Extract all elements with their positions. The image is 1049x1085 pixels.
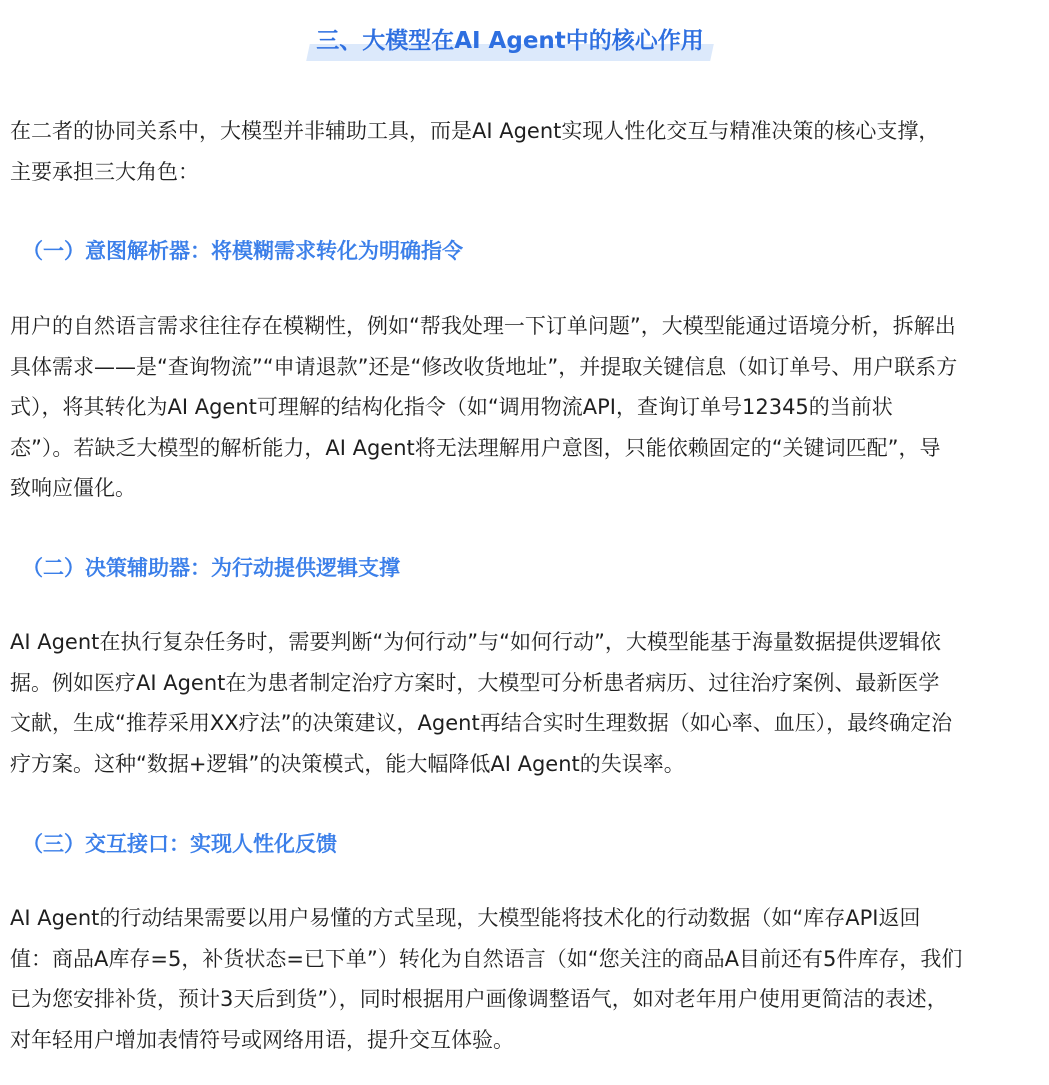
paragraph-intent-parser — [10, 306, 957, 509]
intro-paragraph — [10, 111, 939, 192]
text-line: 疗方案。这种“数据+逻辑”的决策模式，能大幅降低AI Agent的失误率。 — [10, 751, 685, 776]
text-line: 具体需求——是“查询物流”“申请退款”还是“修改收货地址”，并提取关键信息（如订单号、用户联系方 — [10, 354, 958, 379]
text-line: 值：商品A库存=5，补货状态=已下单”）转化为自然语言（如“您关注的商品A目前还有5件库存，我们 — [10, 946, 963, 971]
text-line: 已为您安排补货，预计3天后到货”），同时根据用户画像调整语气，如对老年用户使用更简洁的表述， — [10, 987, 948, 1011]
text-line: 对年轻用户增加表情符号或网络用语，提升交互体验。 — [10, 1027, 514, 1052]
text-line: 态”）。若缺乏大模型的解析能力，AI Agent将无法理解用户意图，只能依赖固定的“关键词匹配”，导 — [10, 435, 941, 460]
text-line: 主要承担三大角色： — [10, 159, 199, 184]
text-line: AI Agent在执行复杂任务时，需要判断“为何行动”与“如何行动”，大模型能基于海量数据提供逻辑依 — [10, 630, 941, 654]
section-title — [300, 20, 720, 62]
paragraph-decision-aid — [10, 622, 952, 784]
heading-interaction-interface: （三）交互接口：实现人性化反馈 — [22, 832, 337, 856]
heading-decision-aid: （二）决策辅助器：为行动提供逻辑支撑 — [22, 556, 400, 580]
title-text: 三、大模型在AI Agent中的核心作用 — [316, 28, 704, 54]
heading-intent-parser: （一）意图解析器：将模糊需求转化为明确指令 — [22, 239, 463, 263]
text-line: 在二者的协同关系中，大模型并非辅助工具，而是AI Agent实现人性化交互与精准决策的核心支撑， — [10, 119, 940, 143]
text-line: 用户的自然语言需求往往存在模糊性，例如“帮我处理一下订单问题”，大模型能通过语境分析，拆解出 — [10, 314, 956, 338]
text-line: 式），将其转化为AI Agent可理解的结构化指令（如“调用物流API，查询订单号12345的当前状 — [10, 395, 893, 419]
text-line: 致响应僵化。 — [10, 476, 136, 500]
text-line: AI Agent的行动结果需要以用户易懂的方式呈现，大模型能将技术化的行动数据（如“库存API返回 — [10, 906, 921, 930]
paragraph-interaction-interface — [10, 898, 962, 1060]
text-line: 据。例如医疗AI Agent在为患者制定治疗方案时，大模型可分析患者病历、过往治疗案例、最新医学 — [10, 670, 940, 695]
text-line: 文献，生成“推荐采用XX疗法”的决策建议，Agent再结合实时生理数据（如心率、血压），最终确定治 — [10, 711, 953, 735]
